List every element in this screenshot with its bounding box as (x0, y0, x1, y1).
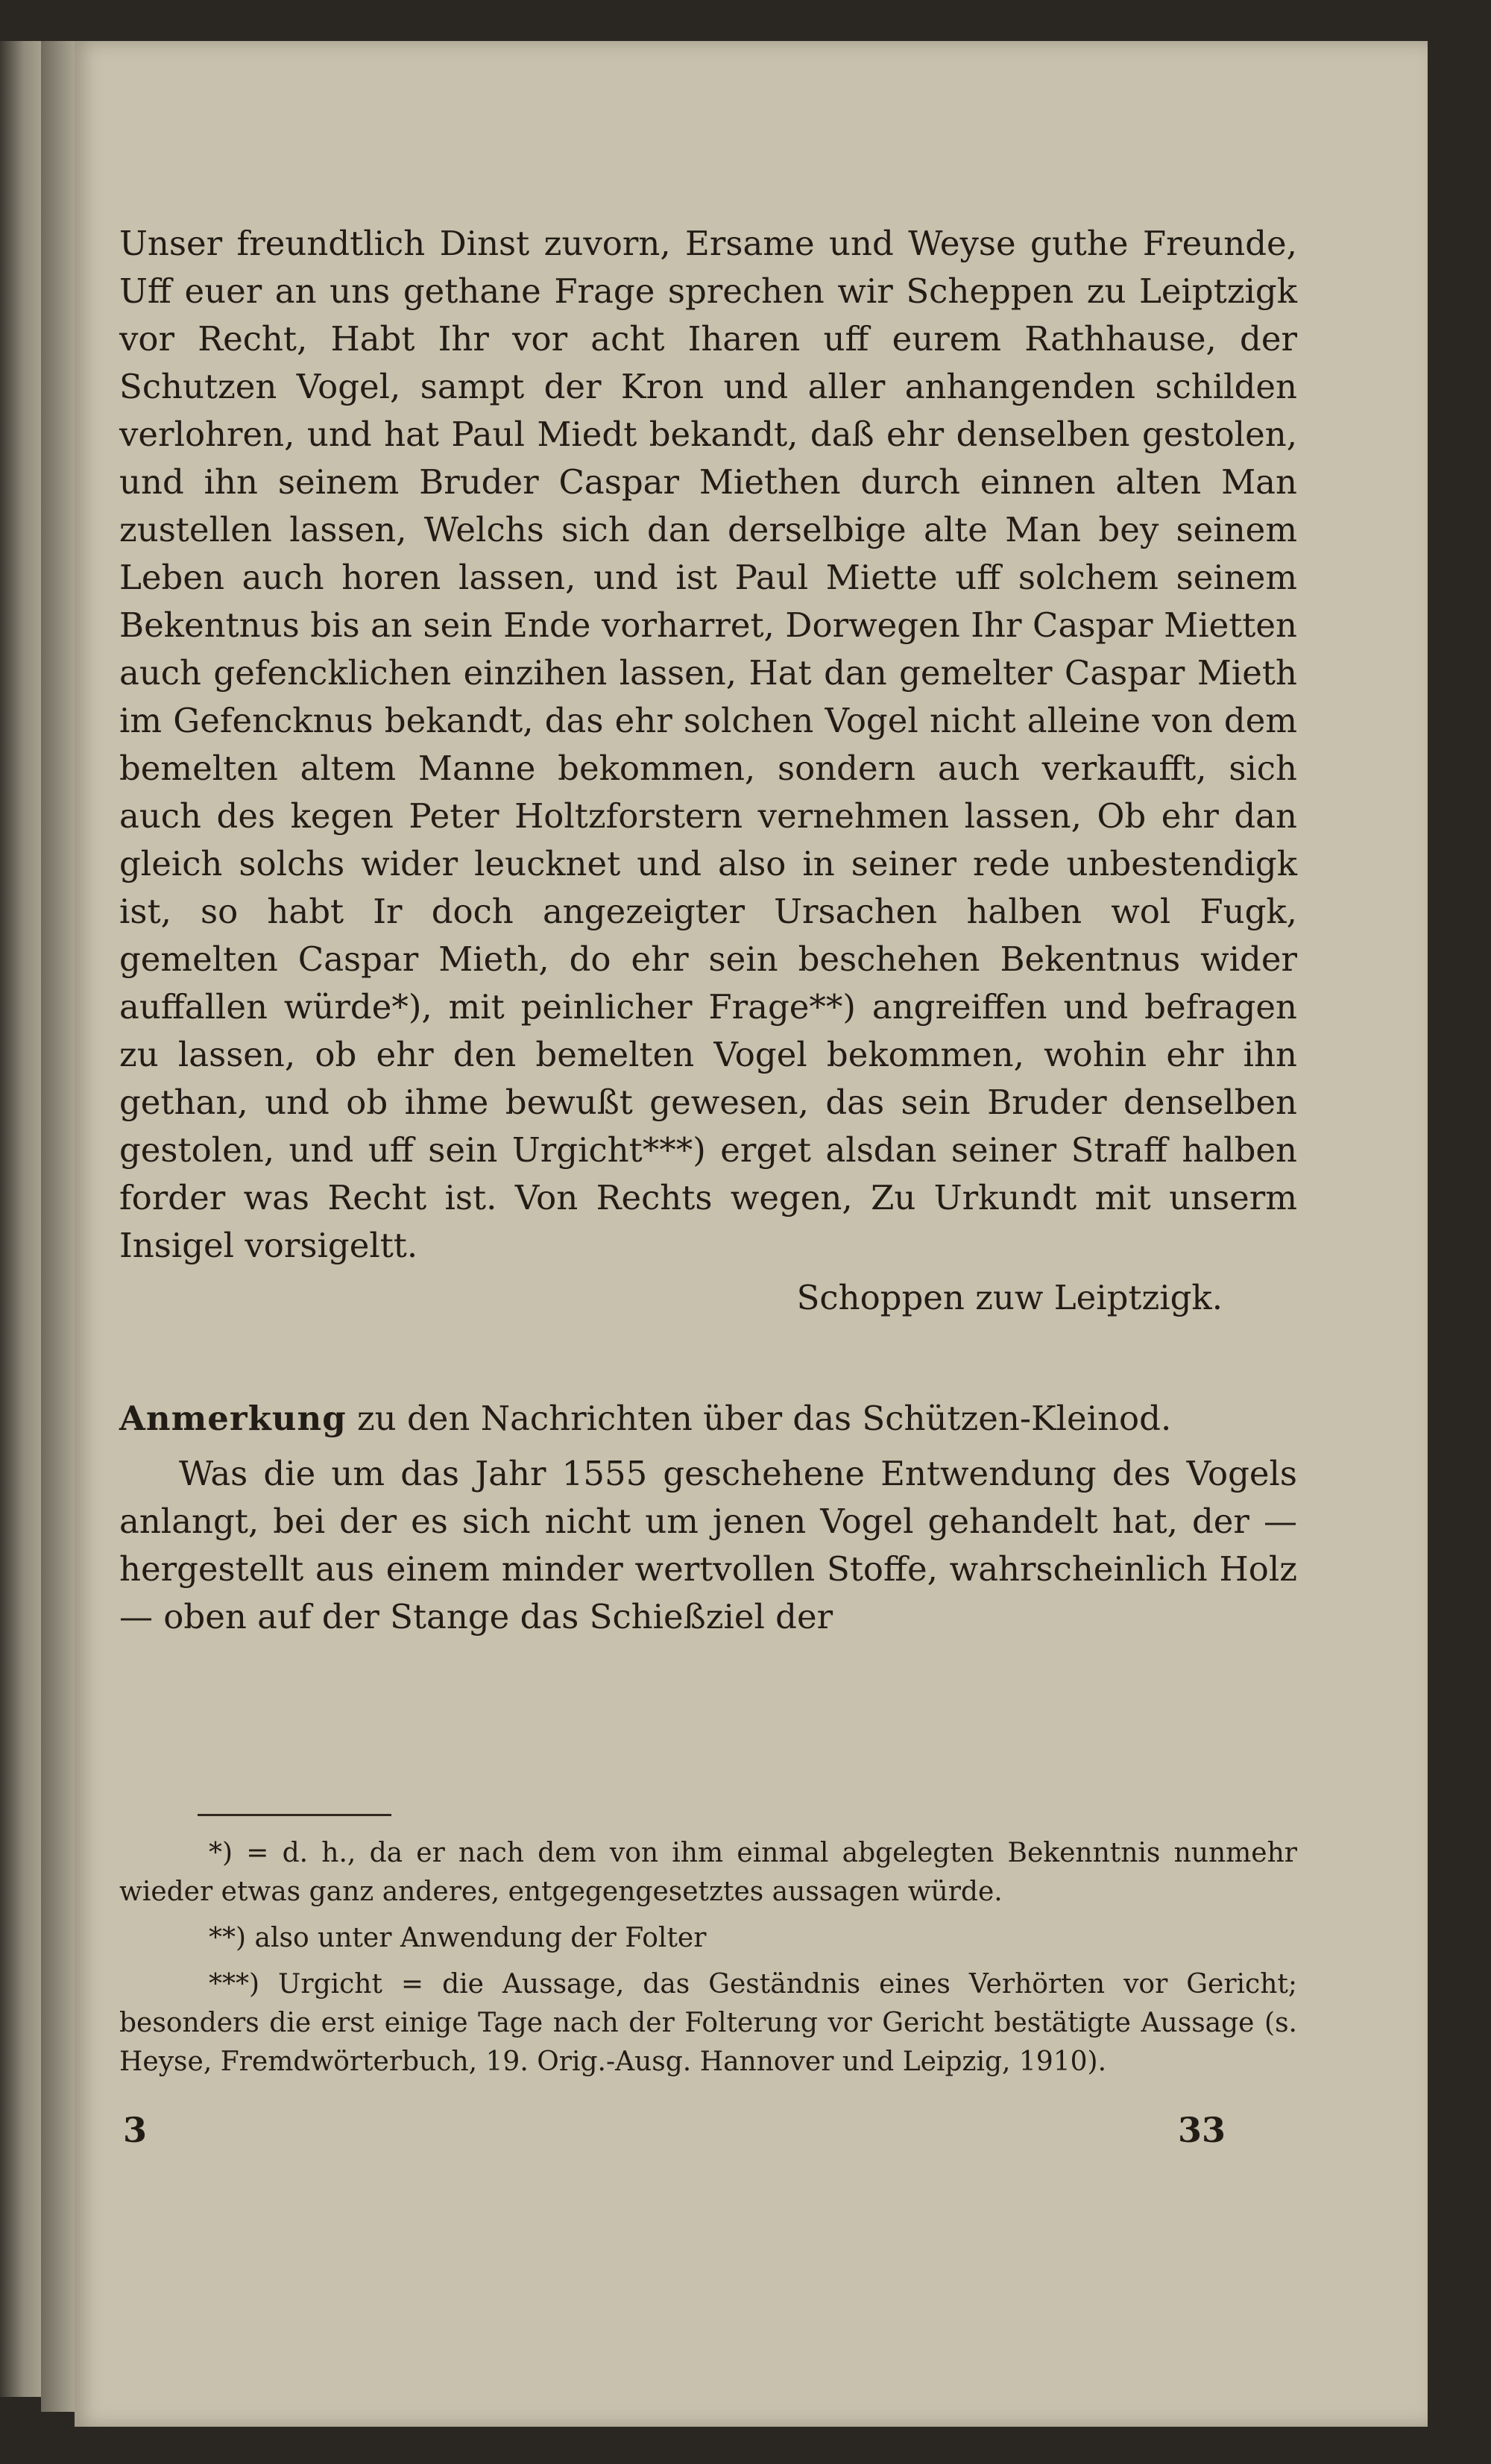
annotation-heading-line (119, 1395, 1297, 1443)
facing-page-edge (0, 41, 43, 2397)
footnote-1 (119, 1834, 1297, 1912)
footnote-marker: ***) (209, 1969, 260, 2000)
main-text (119, 220, 1297, 1641)
annotation-paragraph: Was die um das Jahr 1555 geschehene Entwendung des Vogels anlangt, bei der es sich nicht um jenen Vogel gehandelt hat, der — hergestellt aus einem minder wertvollen Stoffe, wahrscheinlich Holz — oben auf der Stange das Schießziel der (119, 1454, 1297, 1636)
annotation-section (119, 1395, 1297, 1641)
footnote-3 (119, 1965, 1297, 2082)
page-number: 33 (1178, 2110, 1226, 2150)
letter-body: Unser freundtlich Dinst zuvorn, Ersame und Weyse guthe Freunde, Uff euer an uns gethane Frage sprechen wir Scheppen zu Leiptzigk vor Recht, Habt Ihr vor acht Iharen uff eurem Rathhause, der Schutzen Vogel, sampt der Kron und aller anhangenden schilden verlohren, und hat Paul Miedt bekandt, daß ehr denselben gestolen, und ihn seinem Bruder Caspar Miethen durch einnen alten Man zustellen lassen, Welchs sich dan derselbige alte Man bey seinem Leben auch horen lassen, und ist Paul Miette uff solchem seinem Bekentnus bis an sein Ende vorharret, Dorwegen Ihr Caspar Mietten auch gefencklichen einzihen lassen, Hat dan gemelter Caspar Mieth im Gefencknus bekandt, das ehr solchen Vogel nicht alleine von dem bemelten altem Manne bekommen, sondern auch verkaufft, sich auch des kegen Peter Holtzforstern vernehmen lassen, Ob ehr dan gleich solchs wider leucknet und also in seiner rede unbestendigk ist, so habt Ir doch angezeigter Ursachen halben wol Fugk, gemelten Caspar Mieth, do ehr sein beschehen Bekentnus wider auffallen würde*), mit peinlicher Frage**) angreiffen und befragen zu lassen, ob ehr den bemelten Vogel bekommen, wohin ehr ihn gethan, und ob ihme bewußt gewesen, das sein Bruder denselben gestolen, und uff sein Urgicht***) erget alsdan seiner Straff halben forder was Recht ist. Von Rechts wegen, Zu Urkundt mit unserm Insigel vorsigeltt. (119, 224, 1297, 1265)
footnote-text: also unter Anwendung der Folter (246, 1923, 707, 1953)
footnote-text: = d. h., da er nach dem von ihm einmal abgelegten Bekenntnis nunmehr wieder etwas ganz anderes, entgegengesetztes aussagen würde. (119, 1838, 1297, 1907)
annotation-heading: Anmerkung (119, 1399, 347, 1438)
footnotes (119, 1834, 1297, 2089)
footnote-2 (119, 1919, 1297, 1958)
annotation-heading-rest: zu den Nachrichten über das Schützen-Kleinod. (346, 1399, 1172, 1438)
footnote-marker: *) (209, 1838, 233, 1868)
footnote-rule (198, 1814, 391, 1816)
letter-signature: Schoppen zuw Leiptzigk. (796, 1278, 1223, 1317)
book-page (75, 41, 1428, 2427)
signature-mark: 3 (123, 2110, 148, 2150)
footnote-marker: **) (209, 1923, 247, 1953)
letter-transcription (119, 220, 1297, 1322)
footnote-text: Urgicht = die Aussage, das Geständnis eines Verhörten vor Gericht; besonders die erst einige Tage nach der Folterung vor Gericht bestätigte Aussage (s. Heyse, Fremdwörterbuch, 19. Orig.-Ausg. Hannover und Leipzig, 1910). (119, 1969, 1297, 2077)
